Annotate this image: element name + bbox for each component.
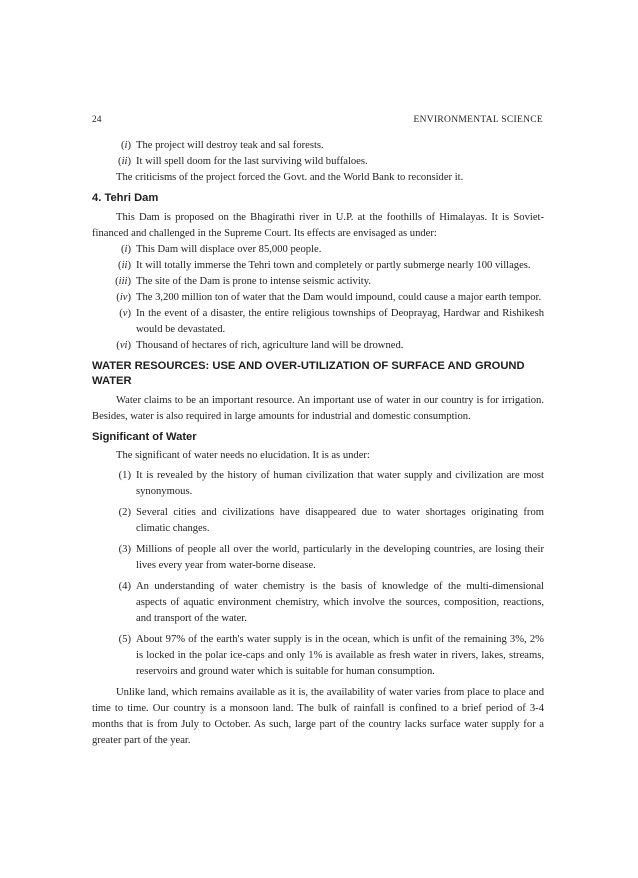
list-item-text: It will spell doom for the last surviving wild buffaloes. (136, 156, 368, 167)
page-header (92, 115, 543, 129)
list-marker: (4) (118, 581, 131, 592)
running-title: ENVIRONMENTAL SCIENCE (413, 115, 543, 125)
list-item (92, 242, 544, 258)
list-item (92, 505, 544, 537)
list-item-text: The site of the Dam is prone to intense seismic activity. (136, 276, 371, 287)
paragraph: This Dam is proposed on the Bhagirathi river in U.P. at the foothills of Himalayas. It is Soviet-financed and challenged in the Supreme Court. Its effects are envisaged as under: (92, 212, 544, 239)
list-item (92, 579, 544, 627)
list-marker: (ii) (118, 260, 131, 271)
list-item (92, 138, 544, 154)
list-marker: (3) (118, 544, 131, 555)
list-marker: (5) (118, 634, 131, 645)
list-item-text: Millions of people all over the world, particularly in the developing countries, are losing their lives every year from water-borne disease. (136, 544, 544, 571)
list-item (92, 274, 544, 290)
list-item-text: Thousand of hectares of rich, agriculture land will be drowned. (136, 340, 404, 351)
list-item-text: About 97% of the earth's water supply is in the ocean, which is unfit of the remaining 3%, 2% is locked in the polar ice-caps and only 1% is available as fresh water in rivers, lakes, streams, reservoirs and ground water which is suitable for human consumption. (136, 634, 544, 677)
list-item (92, 468, 544, 500)
list-item (92, 632, 544, 680)
list-marker: (2) (118, 507, 131, 518)
list-marker: (iv) (116, 292, 131, 303)
list-item-text: The 3,200 million ton of water that the Dam would impound, could cause a major earth tempor. (136, 292, 542, 303)
page-number: 24 (92, 115, 102, 125)
list-item (92, 338, 544, 354)
section-heading: 4. Tehri Dam (92, 192, 159, 204)
list-item-text: Several cities and civilizations have disappeared due to water shortages originating from climatic changes. (136, 507, 544, 534)
list-item (92, 154, 544, 170)
list-item-text: In the event of a disaster, the entire religious townships of Deoprayag, Hardwar and Rishikesh would be devastated. (136, 308, 544, 335)
list-item-text: It is revealed by the history of human civilization that water supply and civilization are most synonymous. (136, 470, 544, 497)
list-item-text: This Dam will displace over 85,000 people. (136, 244, 322, 255)
list-marker: (v) (119, 308, 131, 319)
list-item-text: An understanding of water chemistry is the basis of knowledge of the multi-dimensional aspects of aquatic environment chemistry, which involve the sources, composition, reactions, and transport of the water. (136, 581, 544, 624)
list-marker: (vi) (116, 340, 131, 351)
paragraph: Water claims to be an important resource. An important use of water in our country is for irrigation. Besides, water is also required in large amounts for industrial and domestic consumption. (92, 395, 544, 422)
list-marker: (iii) (115, 276, 131, 287)
paragraph: The criticisms of the project forced the Govt. and the World Bank to reconsider it. (116, 172, 464, 183)
list-item-text: The project will destroy teak and sal forests. (136, 140, 324, 151)
paragraph: Unlike land, which remains available as it is, the availability of water varies from place to place and time to time. Our country is a monsoon land. The bulk of rainfall is confined to a brief period of 3-4 months that is from July to October. As such, large part of the country lacks surface water supply for a greater part of the year. (92, 687, 544, 746)
list-item (92, 258, 544, 274)
list-marker: (1) (118, 470, 131, 481)
list-item-text: It will totally immerse the Tehri town and completely or partly submerge nearly 100 villages. (136, 260, 531, 271)
page-content (92, 138, 544, 749)
list-item (92, 290, 544, 306)
subsection-heading: Significant of Water (92, 431, 197, 443)
list-marker: (ii) (118, 156, 131, 167)
list-marker: (i) (120, 140, 131, 151)
section-heading: WATER RESOURCES: USE AND OVER-UTILIZATION OF SURFACE AND GROUND WATER (92, 360, 525, 387)
list-marker: (i) (120, 244, 131, 255)
paragraph: The significant of water needs no elucidation. It is as under: (116, 450, 370, 461)
list-item (92, 542, 544, 574)
list-item (92, 306, 544, 338)
